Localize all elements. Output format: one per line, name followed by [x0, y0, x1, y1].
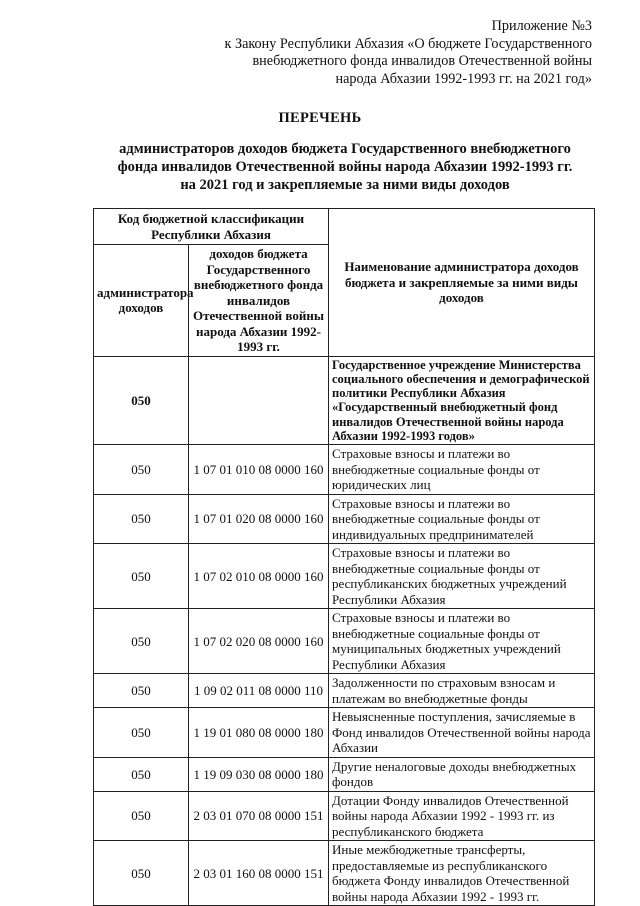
income-code-cell: 1 19 09 030 08 0000 180: [189, 757, 329, 791]
admin-code-cell: 050: [94, 494, 189, 544]
table-row: [94, 544, 595, 609]
income-name-cell: Дотации Фонду инвалидов Отечественной войны народа Абхазии 1992 - 1993 гг. из республиканского бюджета: [329, 791, 595, 841]
income-name-cell: Задолженности по страховым взносам и платежам во внебюджетные фонды: [329, 674, 595, 708]
admin-code-cell: 050: [94, 544, 189, 609]
income-code-cell: 1 19 01 080 08 0000 180: [189, 708, 329, 758]
header-administrator-name: Наименование администратора доходов бюджета и закрепляемые за ними виды доходов: [329, 209, 595, 357]
table-row: [94, 445, 595, 495]
income-name-cell: Страховые взносы и платежи во внебюджетные социальные фонды от индивидуальных предпринимателей: [329, 494, 595, 544]
income-code-cell: 2 03 01 070 08 0000 151: [189, 791, 329, 841]
appendix-line-1: Приложение №3: [491, 18, 592, 34]
income-name-cell: Иные межбюджетные трансферты, предоставляемые из республиканского бюджета Фонду инвалидов Отечественной войны народа Абхазии 1992 - 1993 гг.: [329, 841, 595, 906]
income-code-cell: [189, 356, 329, 445]
admin-code-cell: 050: [94, 791, 189, 841]
income-code-cell: 2 03 01 160 08 0000 151: [189, 841, 329, 906]
admin-code-cell: 050: [94, 757, 189, 791]
subtitle-line-1: администраторов доходов бюджета Государственного внебюджетного: [119, 141, 571, 157]
appendix-block: [152, 18, 592, 88]
header-income-code: доходов бюджета Государственного внебюджетного фонда инвалидов Отечественной войны народа Абхазии 1992-1993 гг.: [189, 245, 329, 357]
income-name-cell: Невыясненные поступления, зачисляемые в Фонд инвалидов Отечественной войны народа Абхазии: [329, 708, 595, 758]
income-name-cell: Другие неналоговые доходы внебюджетных фондов: [329, 757, 595, 791]
appendix-line-3: внебюджетного фонда инвалидов Отечественной войны: [252, 53, 592, 69]
income-name-cell: Государственное учреждение Министерства социального обеспечения и демографической политики Республики Абхазия «Государственный внебюджетный фонд инвалидов Отечественной войны народа Абхазии 1992-1993 годов»: [329, 356, 595, 445]
table-row: [94, 757, 595, 791]
income-code-cell: 1 07 02 020 08 0000 160: [189, 609, 329, 674]
table-row: [94, 708, 595, 758]
table-row: [94, 494, 595, 544]
table-row: [94, 356, 595, 445]
income-name-cell: Страховые взносы и платежи во внебюджетные социальные фонды от муниципальных бюджетных учреждений Республики Абхазия: [329, 609, 595, 674]
table-row: [94, 791, 595, 841]
subtitle-line-3: на 2021 год и закрепляемые за ними виды доходов: [180, 177, 510, 193]
admin-code-cell: 050: [94, 609, 189, 674]
subtitle-line-2: фонда инвалидов Отечественной войны народа Абхазии 1992-1993 гг.: [117, 159, 573, 175]
income-code-cell: 1 09 02 011 08 0000 110: [189, 674, 329, 708]
table-row: [94, 674, 595, 708]
admin-code-cell: 050: [94, 356, 189, 445]
income-name-cell: Страховые взносы и платежи во внебюджетные социальные фонды от юридических лиц: [329, 445, 595, 495]
admin-code-cell: 050: [94, 674, 189, 708]
income-code-cell: 1 07 02 010 08 0000 160: [189, 544, 329, 609]
admin-code-cell: 050: [94, 445, 189, 495]
admin-code-cell: 050: [94, 708, 189, 758]
header-budget-classification: Код бюджетной классификации Республики Абхазия: [94, 209, 329, 245]
table-row: [94, 841, 595, 906]
table-row: [94, 609, 595, 674]
admin-code-cell: 050: [94, 841, 189, 906]
income-code-cell: 1 07 01 010 08 0000 160: [189, 445, 329, 495]
header-administrator-code: администратора доходов: [94, 245, 189, 357]
income-name-cell: Страховые взносы и платежи во внебюджетные социальные фонды от республиканских бюджетных учреждений Республики Абхазия: [329, 544, 595, 609]
appendix-line-4: народа Абхазии 1992-1993 гг. на 2021 год»: [335, 70, 592, 87]
document-subtitle: [95, 140, 595, 194]
income-code-cell: 1 07 01 020 08 0000 160: [189, 494, 329, 544]
administrators-table: [93, 208, 595, 906]
appendix-line-2: к Закону Республики Абхазия «О бюджете Государственного: [224, 35, 592, 52]
document-heading: ПЕРЕЧЕНЬ: [278, 110, 362, 126]
